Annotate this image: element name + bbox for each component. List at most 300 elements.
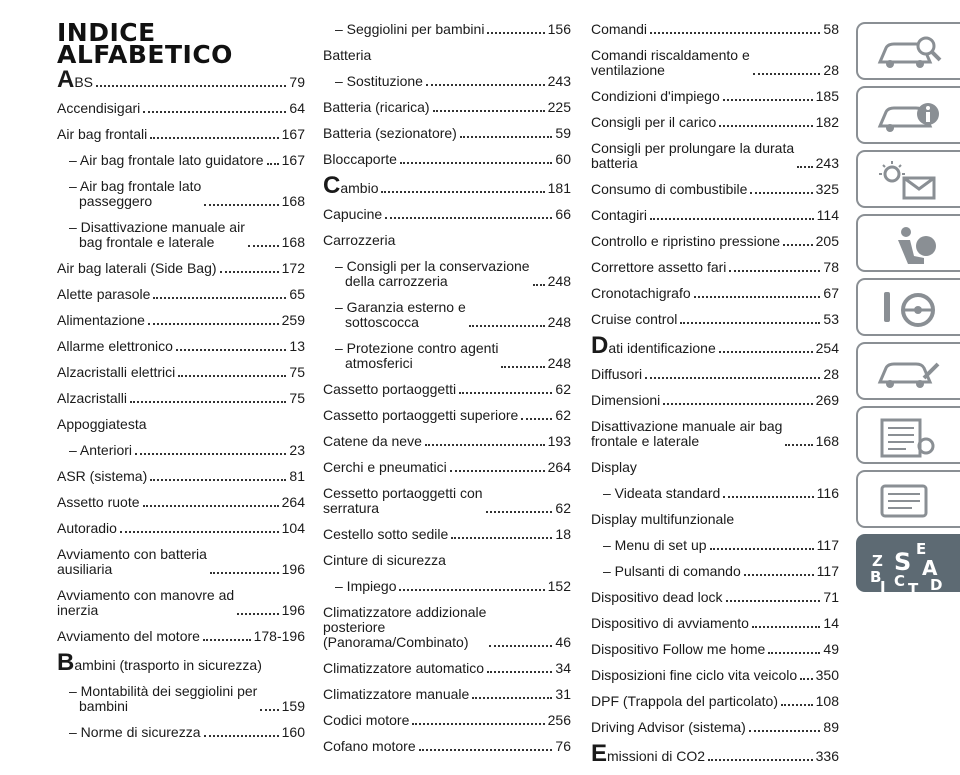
dot-leader [744,574,814,576]
dot-leader [248,245,279,247]
dot-leader [723,496,813,498]
entry-label [323,172,379,199]
index-entry[interactable] [57,101,305,116]
entry-label: Cassetto portaoggetti superiore [323,407,519,423]
page-number: 78 [823,259,839,275]
index-subentry[interactable] [591,486,839,501]
dot-leader [203,639,251,641]
entry-label: Condizioni d'impiego [591,88,720,104]
entry-label: – Videata standard [603,485,721,501]
index-entry[interactable] [323,207,571,222]
page-number: 182 [815,114,839,130]
dot-leader [487,32,544,34]
entry-label: Comandi riscaldamento e ventilazione [591,47,750,78]
entry-label: Disattivazione manuale air bag frontale e laterale [591,418,783,449]
page-number: 81 [289,468,305,484]
index-entry[interactable] [57,495,305,510]
entry-label: Cessetto portaoggetti con serratura [323,485,483,516]
entry-label: Cruise control [591,311,678,327]
index-entry[interactable] [323,713,571,728]
entry-label: Cassetto portaoggetti [323,381,457,397]
page-number: 167 [281,152,305,168]
page-number: 264 [281,494,305,510]
entry-label: Climatizzatore manuale [323,686,470,702]
dot-leader [459,392,552,394]
page-number: 117 [816,563,839,579]
dot-leader [783,244,813,246]
page-number: 172 [281,260,305,276]
entry-label: – Garanzia esterno e sottoscocca [335,299,466,330]
dot-leader [710,548,814,550]
dot-leader [650,32,820,34]
page-number: 76 [555,738,571,754]
index-entry[interactable] [323,687,571,702]
dot-leader [237,613,278,615]
index-column-1 [57,66,305,751]
index-entry[interactable] [591,208,839,223]
page-number: 89 [823,719,839,735]
entry-label: Avviamento con batteria ausiliaria [57,546,207,577]
entry-label: Batteria (ricarica) [323,99,430,115]
index-subentry[interactable] [591,538,839,553]
page-number: 116 [816,485,839,501]
page-number: 104 [281,520,305,536]
page-number: 181 [547,180,571,196]
dot-leader [385,217,552,219]
index-subentry[interactable] [323,579,571,594]
dot-leader [533,284,545,286]
car-magnifier-icon [876,32,946,72]
entry-label [591,740,706,767]
entry-label: Consumo di combustibile [591,181,748,197]
entry-label: Capucine [323,206,383,222]
entry-label: Autoradio [57,520,117,536]
dot-leader [487,671,552,673]
entry-label: Accendisigari [57,100,141,116]
dot-leader [412,723,544,725]
entry-label: DPF (Trappola del particolato) [591,693,779,709]
entry-label: Alzacristalli elettrici [57,364,176,380]
dot-leader [220,271,279,273]
entry-label: – Protezione contro agenti atmosferici [335,340,499,371]
index-entry[interactable] [57,313,305,328]
car-info-icon [876,96,946,136]
page-number: 71 [823,589,839,605]
dot-leader [419,749,553,751]
entry-label: – Impiego [335,578,397,594]
entry-label: Alimentazione [57,312,145,328]
dot-leader [460,136,553,138]
entry-label: Alzacristalli [57,390,128,406]
airbag-passenger-icon [876,224,946,268]
index-entry[interactable] [323,408,571,423]
letter-entry[interactable] [591,740,839,767]
steering-tools-icon [876,288,946,332]
dot-leader [521,418,552,420]
entry-label: Correttore assetto fari [591,259,727,275]
dot-leader [797,166,813,168]
index-entry[interactable] [591,141,839,171]
entry-label: Batteria (sezionatore) [323,125,457,141]
page-number: 79 [289,74,305,90]
entry-label-rest: ati identificazione [608,340,716,356]
index-heading: Display multifunzionale [591,511,735,527]
index-entry[interactable] [591,419,839,449]
letter-entry[interactable] [323,172,571,199]
dot-leader [723,99,813,101]
entry-label: Avviamento con manovre ad inerzia [57,587,235,618]
index-heading: Cinture di sicurezza [323,552,446,568]
dot-leader [469,325,545,327]
index-entry[interactable] [323,605,571,650]
index-entry[interactable] [57,588,305,618]
page-number: 168 [281,234,305,250]
page-number: 62 [555,500,571,516]
page-number: 196 [281,602,305,618]
tab-starting-driving[interactable] [856,278,960,336]
entry-label: Bloccaporte [323,151,397,167]
entry-label: Air bag frontali [57,126,148,142]
page-number: 66 [555,206,571,222]
dot-leader [210,572,279,574]
dot-leader [153,297,286,299]
index-entry[interactable] [57,365,305,380]
entry-label: Climatizzatore addizionale posteriore (Panorama/Combinato) [323,604,487,650]
entry-label-rest: ambini (trasporto in sicurezza) [74,657,262,673]
page-number: 13 [289,338,305,354]
page-number: 46 [555,634,571,650]
index-entry[interactable] [57,261,305,276]
dot-leader [486,511,553,513]
index-entry[interactable] [591,720,839,735]
page-number: 168 [281,193,305,209]
page-number: 28 [823,62,839,78]
index-entry[interactable] [323,100,571,115]
index-column-3 [591,22,839,775]
entry-label: – Seggiolini per bambini [335,21,485,37]
dot-leader [719,125,812,127]
entry-label: Comandi [591,21,648,37]
dot-leader [426,84,545,86]
index-subentry[interactable] [591,564,839,579]
entry-label: – Anteriori [69,442,133,458]
index-entry[interactable] [591,182,839,197]
page-number: 225 [547,99,571,115]
dot-leader [800,678,812,680]
dot-leader [726,600,821,602]
dot-leader [150,137,278,139]
index-entry[interactable] [57,521,305,536]
entry-label: Assetto ruote [57,494,140,510]
dot-leader [148,323,279,325]
page-number: 167 [281,126,305,142]
page-number: 156 [547,21,571,37]
index-subentry[interactable] [323,259,571,289]
dot-leader [451,537,552,539]
entry-label: Dispositivo di avviamento [591,615,749,631]
index-subentry[interactable] [57,153,305,168]
letter-entry[interactable] [57,649,305,676]
specifications-list-icon [876,416,946,460]
page-number: 185 [815,88,839,104]
index-subentry[interactable] [323,300,571,330]
entry-label: Codici motore [323,712,410,728]
index-entry[interactable] [591,22,839,37]
index-entry[interactable] [591,393,839,408]
page-number: 152 [547,578,571,594]
entry-label: Allarme elettronico [57,338,173,354]
entry-label: Disposizioni fine ciclo vita veicolo [591,667,798,683]
dot-leader [399,589,544,591]
index-entry[interactable] [591,367,839,382]
entry-label: – Consigli per la conservazione della carrozzeria [335,258,530,289]
entry-label: Cestello sotto sedile [323,526,449,542]
index-entry[interactable] [591,694,839,709]
entry-label: Cerchi e pneumatici [323,459,447,475]
dot-leader [178,375,286,377]
page-number: 53 [823,311,839,327]
entry-label: Diffusori [591,366,643,382]
index-entry[interactable] [591,286,839,301]
dot-leader [489,645,552,647]
dot-leader [729,270,820,272]
page-number: 64 [289,100,305,116]
index-subentry[interactable] [57,179,305,209]
page-number: 75 [289,364,305,380]
index-heading: Carrozzeria [323,232,396,248]
dot-leader [750,192,812,194]
page-number: 248 [547,273,571,289]
entry-label: Catene da neve [323,433,422,449]
tab-safety[interactable] [856,214,960,272]
index-entry[interactable] [57,629,305,644]
index-subentry[interactable] [57,220,305,250]
page-number: 269 [815,392,839,408]
dot-leader [267,163,279,165]
car-service-icon [876,352,946,396]
tab-safety-info[interactable] [856,86,960,144]
page-number: 23 [289,442,305,458]
page-number: 14 [823,615,839,631]
page-number: 28 [823,366,839,382]
entry-label: – Menu di set up [603,537,707,553]
section-letter: C [323,172,341,199]
page-number: 34 [555,660,571,676]
entry-label: – Pulsanti di comando [603,563,741,579]
page-number: 259 [281,312,305,328]
entry-label [57,649,262,676]
index-heading: Batteria [323,47,372,63]
index-entry[interactable] [591,260,839,275]
index-heading: Appoggiatesta [57,416,147,432]
dot-leader [680,322,820,324]
page-number: 75 [289,390,305,406]
section-letter: D [591,332,609,359]
entry-label-rest: BS [74,74,94,90]
page-number: 350 [815,667,839,683]
dot-leader [143,111,286,113]
index-entry[interactable] [591,668,839,683]
page-number: 264 [547,459,571,475]
dot-leader [381,191,544,193]
dot-leader [781,704,813,706]
index-subentry[interactable] [323,74,571,89]
page-number: 254 [815,340,839,356]
index-subentry[interactable] [323,22,571,37]
page-number: 62 [555,407,571,423]
entry-label: ASR (sistema) [57,468,148,484]
page-number: 62 [555,381,571,397]
entry-label: Dispositivo dead lock [591,589,723,605]
entry-label: – Montabilità dei seggiolini per bambini [69,683,258,714]
entry-label: Cronotachigrafo [591,285,691,301]
page-number: 117 [816,537,839,553]
dot-leader [768,652,820,654]
page-number: 193 [547,433,571,449]
tab-multimedia[interactable] [856,470,960,528]
entry-label: Climatizzatore automatico [323,660,485,676]
index-entry[interactable] [57,339,305,354]
dot-leader [176,349,286,351]
section-letter: A [57,66,75,93]
multimedia-icon [876,480,946,524]
page-number: 114 [816,207,839,223]
entry-label: Contagiri [591,207,648,223]
index-entry[interactable] [591,234,839,249]
entry-label-rest: ambio [340,180,379,196]
page-number: 248 [547,314,571,330]
section-letter: B [57,649,75,676]
dot-leader [694,296,821,298]
page-number: 256 [547,712,571,728]
index-entry[interactable] [323,152,571,167]
dot-leader [663,403,812,405]
page-number: 59 [555,125,571,141]
page-number: 65 [289,286,305,302]
index-subentry[interactable] [57,684,305,714]
entry-label-rest: missioni di CO2 [607,748,706,764]
dot-leader [501,366,544,368]
dot-leader [753,73,821,75]
index-entry[interactable] [57,287,305,302]
page-number: 196 [281,561,305,577]
dot-leader [450,470,545,472]
tab-specifications[interactable] [856,406,960,464]
dot-leader [96,85,286,87]
index-subentry[interactable] [57,443,305,458]
tab-index[interactable] [856,534,960,598]
index-letters-icon: Z E B S A I C D T [870,540,943,598]
page-number: 160 [281,724,305,740]
entry-label: Avviamento del motore [57,628,200,644]
warning-lights-icon [876,160,946,204]
index-entry[interactable] [591,115,839,130]
entry-label: – Norme di sicurezza [69,724,201,740]
dot-leader [260,709,278,711]
tab-emergency[interactable] [856,342,960,400]
dot-leader [143,505,279,507]
dot-leader [400,162,552,164]
index-entry[interactable] [57,547,305,577]
entry-label: Consigli per il carico [591,114,717,130]
page-number: 168 [815,433,839,449]
letter-entry[interactable] [57,66,305,93]
index-subentry[interactable] [57,725,305,740]
index-entry[interactable] [591,590,839,605]
index-entry[interactable] [323,126,571,141]
entry-label [591,332,716,359]
index-column-2 [323,22,571,765]
entry-label: – Sostituzione [335,73,423,89]
section-letter: E [591,740,608,767]
tab-knowing-vehicle[interactable] [856,22,960,80]
page-title: INDICE ALFABETICO [57,18,233,69]
tab-warning-lights[interactable] [856,150,960,208]
entry-label: – Air bag frontale lato passeggero [69,178,202,209]
index-entry[interactable] [323,527,571,542]
page-number: 58 [823,21,839,37]
index-entry[interactable] [323,661,571,676]
dot-leader [135,453,286,455]
letter-entry[interactable] [591,332,839,359]
dot-leader [785,444,812,446]
index-entry[interactable] [591,616,839,631]
dot-leader [130,401,286,403]
dot-leader [204,735,279,737]
dot-leader [708,759,813,761]
dot-leader [120,531,279,533]
dot-leader [650,218,814,220]
entry-label: – Air bag frontale lato guidatore [69,152,264,168]
dot-leader [719,351,813,353]
page-number: 248 [547,355,571,371]
dot-leader [472,697,552,699]
entry-label: Controllo e ripristino pressione [591,233,781,249]
index-entry[interactable] [57,127,305,142]
index-heading: Display [591,459,637,475]
dot-leader [749,730,821,732]
index-entry[interactable] [323,382,571,397]
page-number: 67 [823,285,839,301]
index-entry[interactable] [323,434,571,449]
index-entry[interactable] [591,642,839,657]
page-number: 205 [815,233,839,249]
index-entry[interactable] [323,486,571,516]
index-subentry[interactable] [323,341,571,371]
index-entry[interactable] [57,391,305,406]
page-number: 336 [815,748,839,764]
index-entry[interactable] [591,312,839,327]
page-number: 49 [823,641,839,657]
dot-leader [752,626,820,628]
dot-leader [645,377,820,379]
index-entry[interactable] [323,739,571,754]
entry-label [57,66,94,93]
entry-label: Consigli per prolungare la durata batteria [591,140,795,171]
index-entry[interactable] [591,48,839,78]
entry-label: Alette parasole [57,286,151,302]
index-entry[interactable] [591,89,839,104]
index-entry[interactable] [57,469,305,484]
index-entry[interactable] [323,460,571,475]
page-number: 18 [555,526,571,542]
page-number: 243 [815,155,839,171]
entry-label: Dimensioni [591,392,661,408]
page-number: 159 [281,698,305,714]
entry-label: Dispositivo Follow me home [591,641,766,657]
page-number: 243 [547,73,571,89]
entry-label: Driving Advisor (sistema) [591,719,746,735]
